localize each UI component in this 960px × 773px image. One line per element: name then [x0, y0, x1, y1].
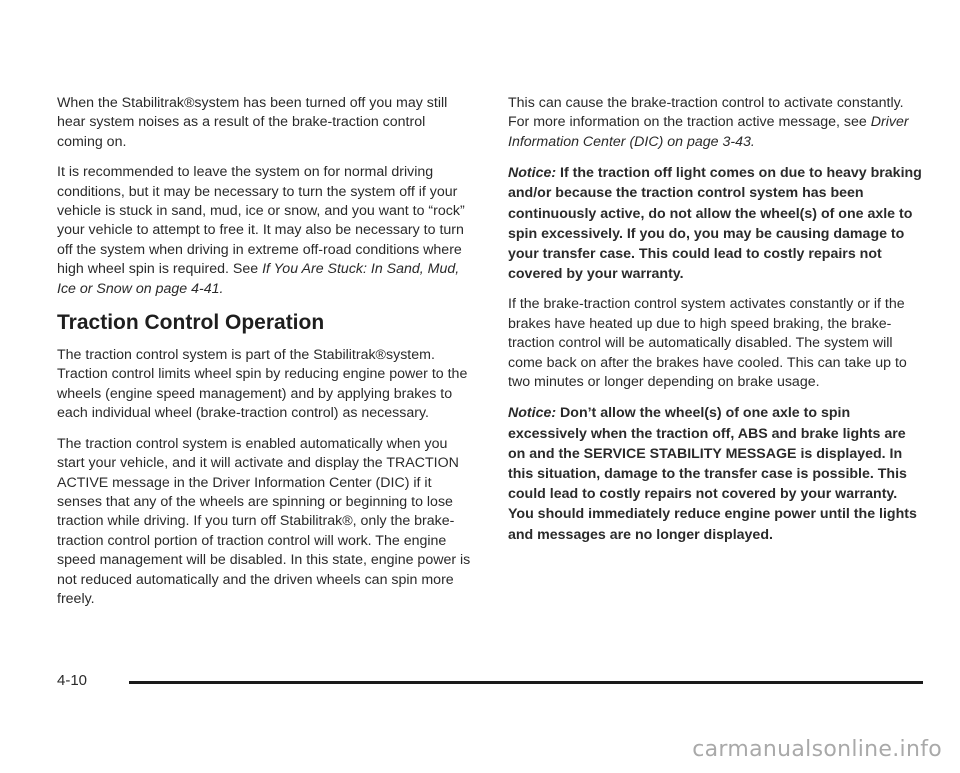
paragraph-brake-disabled: If the brake-traction control system activates constantly or if the brakes have heated up due to high speed braking, the brake-traction control will be automatically disabled. The system will come back on after the brakes have cooled. This can take up to two minutes or longer depending on brake usage. [508, 296, 907, 391]
notice-text: Don’t allow the wheel(s) of one axle to spin excessively when the traction off, ABS and brake lights are on and the SERVICE STABILITY MESSAGE is displayed. In this situation, damage to the transfer case is possible. This could lead to costly repairs not covered by your warranty. You should immediately reduce engine power until the lights and messages are no longer displayed. [508, 405, 917, 543]
right-column [508, 94, 923, 556]
notice-text: If the traction off light comes on due to heavy braking and/or because the traction control system has been continuously active, do not allow the wheel(s) of one axle to spin excessively. If you do, you may be causing damage to your transfer case. This could lead to costly repairs not covered by your warranty. [508, 165, 922, 283]
watermark: carmanualsonline.info [692, 737, 942, 762]
recommendation-text: It is recommended to leave the system on for normal driving conditions, but it may be necessary to turn the system off if your vehicle is stuck in sand, mud, ice or snow, and you want to “rock” your vehicle to attempt to free it. It may also be necessary to turn off the system when driving in extreme off-road conditions where high wheel spin is required. See [57, 164, 465, 278]
notice-wheel-spin [508, 403, 923, 544]
notice-traction-off-light [508, 163, 923, 284]
brake-constant-text: This can cause the brake-traction control to activate constantly. For more information on the traction active message, see [508, 95, 904, 131]
paragraph-recommendation [57, 163, 472, 299]
page-number: 4-10 [57, 672, 88, 689]
cross-reference-dic: Driver Information Center (DIC) on page 3-43. [508, 114, 909, 150]
cross-reference-stuck: If You Are Stuck: In Sand, Mud, Ice or Snow on page 4-41. [57, 261, 460, 297]
page-footer [57, 671, 923, 691]
footer-rule [129, 681, 923, 684]
paragraph-system-noises: When the Stabilitrak®system has been turned off you may still hear system noises as a result of the brake-traction control coming on. [57, 95, 448, 150]
paragraph-traction-enabled: The traction control system is enabled automatically when you start your vehicle, and it will activate and display the TRACTION ACTIVE message in the Driver Information Center (DIC) if it senses that any of the wheels are spinning or beginning to lose traction while driving. If you turn off Stabilitrak®, only the brake-traction control portion of traction control will work. The engine speed management will be disabled. In this state, engine power is not reduced automatically and the driven wheels can spin more freely. [57, 435, 471, 607]
notice-label: Notice: [508, 405, 557, 422]
notice-label: Notice: [508, 165, 557, 182]
section-heading: Traction Control Operation [57, 311, 325, 335]
paragraph-brake-constant [508, 94, 923, 152]
left-column [57, 94, 472, 620]
paragraph-traction-overview: The traction control system is part of the Stabilitrak®system. Traction control limits wheel spin by reducing engine power to the wheels (engine speed management) and by applying brakes to each individual wheel (brake-traction control) as necessary. [57, 347, 468, 422]
